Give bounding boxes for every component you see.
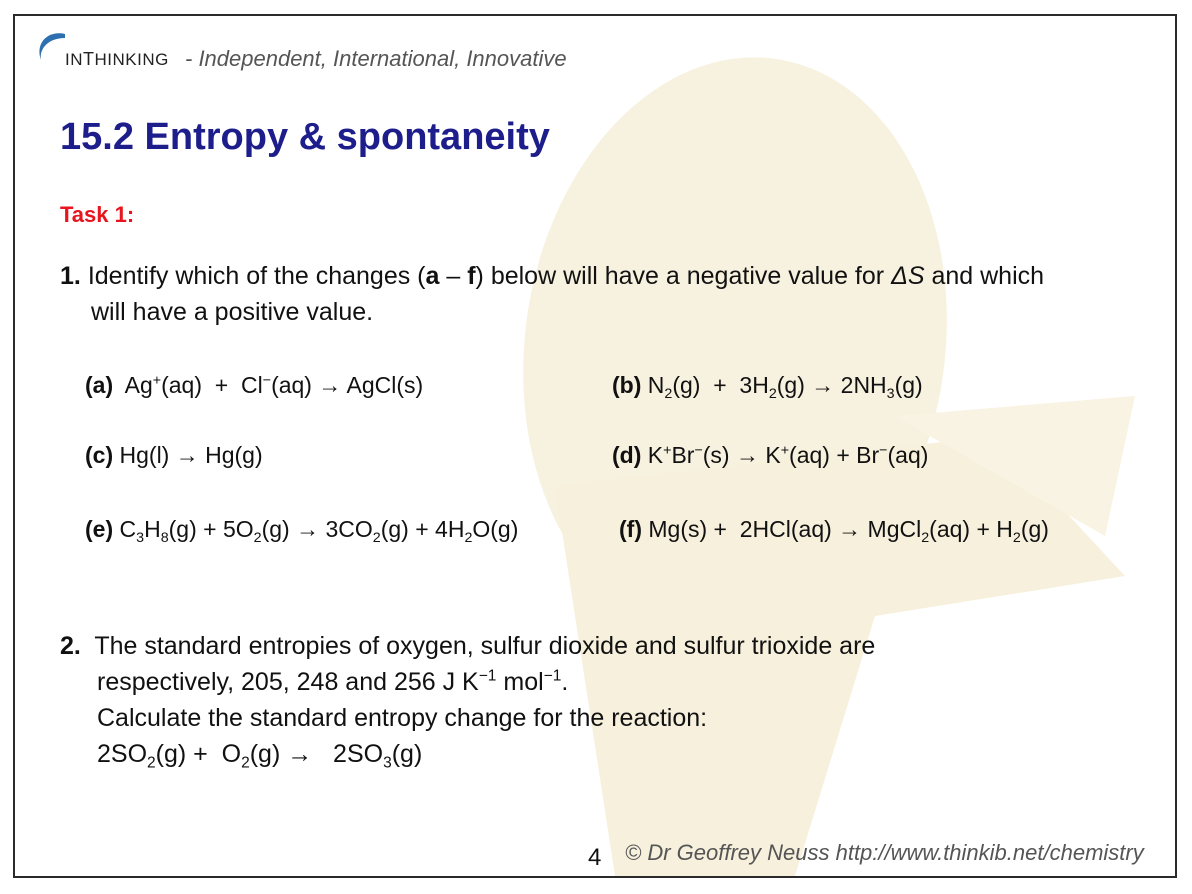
question-1-line2: will have a positive value. <box>91 298 374 326</box>
slide <box>13 14 1177 878</box>
question-2-reaction: $2SO_2(g) + O_2(g) \to 2SO_3(g)$ <box>97 740 423 772</box>
question-2-line2: respectively, 205, 248 and 256 J $K^{-1}$ mol$^{-1}$. <box>97 667 569 696</box>
equation-a: (a) Ag+(aq) + Cl−(aq) → AgCl(s) <box>85 372 424 398</box>
equation-b: (b) $N_2(g) + 3H_2(g) \to 2NH_3(g)$ <box>612 372 923 402</box>
page-title: 15.2 Entropy & spontaneity <box>60 116 550 158</box>
equation-e: (e) $C_3H_8(g) + 5O_2(g) \to 3CO_2(g) + 4H_2O(g)$ <box>85 516 519 546</box>
equation-f: (f) Mg(s) + 2HCl(aq) → MgCl$_2$(aq) + $H_2(g)$ <box>619 516 1049 546</box>
page-number: 4 <box>588 844 602 871</box>
tagline: - Independent, International, Innovative <box>185 46 567 71</box>
task-label: Task 1: <box>60 202 135 227</box>
question-1: 1. Identify which of the changes (a – f) below will have a negative value for ΔS and which <box>60 262 1045 290</box>
equation-d: (d) K+Br−(s) → K+(aq) + Br−(aq) <box>612 442 929 468</box>
brand-name: INTHINKING <box>65 49 169 69</box>
question-2: 2. The standard entropies of oxygen, sulfur dioxide and sulfur trioxide are <box>60 632 876 660</box>
copyright-notice: © Dr Geoffrey Neuss http://www.thinkib.net/chemistry <box>625 840 1144 865</box>
question-2-line3: Calculate the standard entropy change for the reaction: <box>97 704 708 732</box>
equation-c: (c) Hg(l) → Hg(g) <box>85 442 263 468</box>
